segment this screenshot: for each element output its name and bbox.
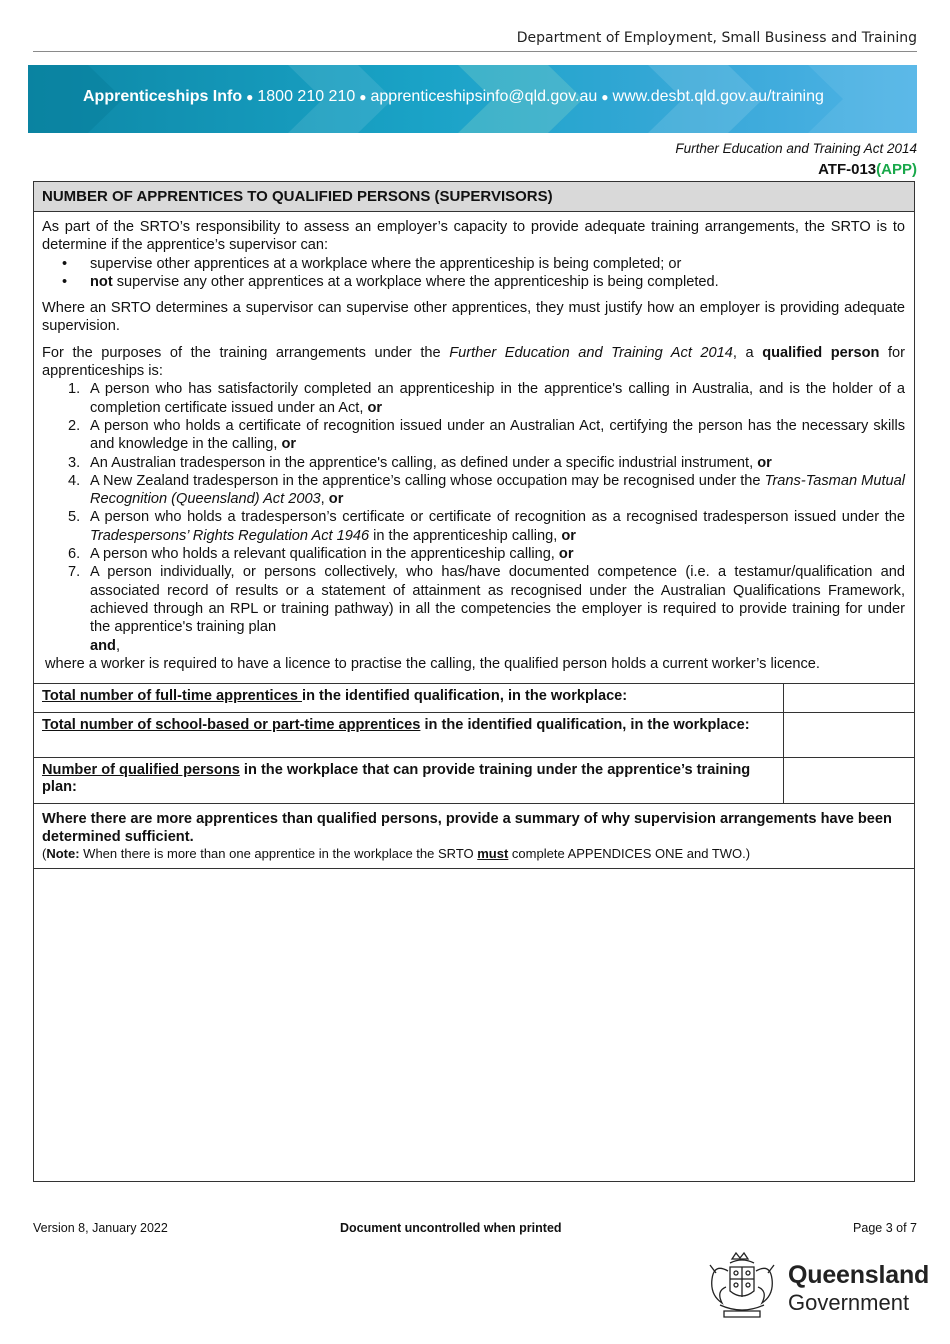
qualified-person-term: qualified person bbox=[762, 344, 880, 361]
must-emphasis: must bbox=[477, 846, 509, 861]
list-item-text: supervise any other apprentices at a workplace where the apprenticeship is being completed. bbox=[112, 273, 719, 290]
list-item bbox=[42, 545, 905, 563]
fulltime-apprentices-row bbox=[34, 684, 914, 713]
or-word: or bbox=[281, 436, 297, 453]
item-number: 6. bbox=[68, 546, 81, 563]
qualified-persons-row bbox=[34, 758, 914, 804]
item-text: An Australian tradesperson in the apprentice's calling, as defined under a specific industrial instrument, bbox=[90, 454, 758, 471]
logo-government: Government bbox=[788, 1290, 910, 1315]
fulltime-apprentices-label bbox=[34, 684, 784, 712]
email-address: apprenticeshipsinfo@qld.gov.au bbox=[370, 88, 598, 105]
item-text: A person who holds a tradesperson’s certificate or certificate of recognition as a recognised tradesperson issued under the bbox=[90, 509, 905, 526]
section-title: NUMBER OF APPRENTICES TO QUALIFIED PERSONS (SUPERVISORS) bbox=[34, 182, 914, 212]
item-text: in the apprenticeship calling, bbox=[369, 527, 562, 544]
justification-paragraph: Where an SRTO determines a supervisor can supervise other apprentices, they must justify how an employer is providing adequate supervision. bbox=[42, 300, 905, 335]
uncontrolled-notice: Document uncontrolled when printed bbox=[340, 1221, 562, 1235]
text: For the purposes of the training arrangements under the bbox=[42, 344, 450, 361]
logo-queensland: Queensland bbox=[788, 1261, 930, 1289]
definition-paragraph bbox=[42, 344, 905, 381]
or-word: or bbox=[561, 527, 576, 544]
act-reference: Further Education and Training Act 2014 bbox=[675, 141, 917, 156]
list-item bbox=[42, 417, 905, 454]
parttime-apprentices-label bbox=[34, 713, 784, 757]
list-item bbox=[42, 273, 905, 291]
summary-answer-area[interactable] bbox=[34, 869, 914, 1182]
act-name: Further Education and Training Act 2014 bbox=[449, 344, 733, 361]
list-item bbox=[42, 380, 905, 417]
label-text: in the workplace that can provide training under the apprentice’s training plan: bbox=[42, 762, 751, 795]
note-label: Note: bbox=[46, 846, 80, 861]
list-item bbox=[42, 508, 905, 545]
item-number: 3. bbox=[68, 454, 81, 471]
header-rule bbox=[33, 51, 917, 52]
summary-question bbox=[34, 804, 914, 869]
supervision-form bbox=[33, 181, 915, 1182]
parttime-apprentices-row bbox=[34, 713, 914, 758]
coat-of-arms-icon bbox=[706, 1251, 778, 1323]
list-item: • supervise other apprentices at a workplace where the apprenticeship is being completed; or bbox=[42, 255, 905, 273]
form-code-suffix: (APP) bbox=[876, 161, 917, 178]
page-number: Page 3 of 7 bbox=[853, 1221, 917, 1235]
text: , a bbox=[732, 344, 763, 361]
separator-dot: ● bbox=[359, 90, 367, 104]
label-underlined: Number of qualified persons bbox=[42, 762, 240, 778]
item-text: A person who holds a certificate of recognition issued under an Australian Act, certifying the person has the necessary skills and knowledge in the calling, bbox=[90, 417, 905, 453]
paren: ( bbox=[42, 846, 47, 861]
item-text: A person who has satisfactorily completed an apprenticeship in the apprentice's calling in Australia, and is the holder of a completion certificate issued under an Act, bbox=[90, 381, 905, 416]
or-word: or bbox=[757, 454, 772, 471]
not-emphasis: not bbox=[90, 273, 113, 290]
list-item bbox=[42, 563, 905, 636]
qualified-person-list bbox=[42, 380, 905, 636]
summary-title: Where there are more apprentices than qualified persons, provide a summary of why supervision arrangements have been determined sufficient. bbox=[42, 811, 892, 845]
summary-note bbox=[42, 846, 906, 862]
list-item bbox=[42, 454, 905, 472]
label-underlined: Total number of school-based or part-time apprentices bbox=[42, 717, 421, 733]
separator-dot: ● bbox=[601, 90, 609, 104]
fulltime-apprentices-input[interactable] bbox=[784, 684, 914, 712]
item-number: 7. bbox=[68, 564, 81, 581]
item-number: 4. bbox=[68, 472, 81, 489]
list-item bbox=[42, 472, 905, 509]
phone-number: 1800 210 210 bbox=[257, 88, 356, 105]
comma: , bbox=[115, 637, 121, 654]
and-word: and bbox=[90, 637, 116, 654]
supervisor-options bbox=[42, 255, 905, 292]
separator-dot: ● bbox=[246, 90, 254, 104]
qualified-persons-label bbox=[34, 758, 784, 803]
note-text: complete APPENDICES ONE and TWO.) bbox=[508, 846, 751, 861]
item-text: A person who holds a relevant qualification in the apprenticeship calling, bbox=[90, 546, 559, 563]
item-text: A person individually, or persons collectively, who has/have documented competence (i.e. a testamur/qualification and associated record of results or a statement of attainment as recognised under the Australian Qualifications Framework, achieved through an RPL or training pathway) in all the competencies the employer is required to provide training for under the apprentice's training plan bbox=[90, 564, 905, 636]
note-text: When there is more than one apprentice in the workplace the SRTO bbox=[79, 846, 478, 861]
or-word: or bbox=[328, 491, 344, 508]
section-body bbox=[34, 212, 914, 684]
act-name: Trans-Tasman Mutual Recognition (Queensland) Act 2003 bbox=[90, 472, 905, 508]
banner-contact-line bbox=[83, 65, 824, 133]
version-text: Version 8, January 2022 bbox=[33, 1221, 168, 1235]
info-banner bbox=[28, 65, 917, 133]
item-number: 1. bbox=[68, 381, 81, 398]
queensland-government-logo bbox=[706, 1251, 930, 1323]
item-number: 5. bbox=[68, 509, 81, 526]
item-text: , bbox=[320, 491, 329, 508]
qualified-persons-input[interactable] bbox=[784, 758, 914, 803]
website-url: www.desbt.qld.gov.au/training bbox=[612, 88, 824, 105]
label-underlined: Total number of full-time apprentices bbox=[42, 688, 303, 704]
form-code-number: ATF-013 bbox=[818, 161, 877, 178]
licence-condition: where a worker is required to have a licence to practise the calling, the qualified person holds a current worker’s licence. bbox=[45, 655, 820, 672]
form-code bbox=[818, 161, 917, 178]
item-number: 2. bbox=[68, 417, 81, 434]
item-text: A New Zealand tradesperson in the apprentice’s calling whose occupation may be recognised under the bbox=[90, 472, 765, 489]
and-connector bbox=[42, 637, 905, 655]
or-word: or bbox=[367, 399, 383, 416]
banner-label: Apprenticeships Info bbox=[83, 88, 243, 105]
label-text: in the identified qualification, in the workplace: bbox=[420, 717, 750, 733]
act-name: Tradespersons’ Rights Regulation Act 1946 bbox=[90, 527, 370, 544]
label-text: in the identified qualification, in the workplace: bbox=[302, 688, 628, 704]
intro-paragraph: As part of the SRTO’s responsibility to assess an employer’s capacity to provide adequate training arrangements, the SRTO is to determine if the apprentice’s supervisor can: bbox=[42, 219, 905, 254]
parttime-apprentices-input[interactable] bbox=[784, 713, 914, 757]
department-name: Department of Employment, Small Business and Training bbox=[516, 30, 917, 46]
or-word: or bbox=[558, 546, 574, 563]
text: for apprenticeships is: bbox=[42, 344, 905, 380]
